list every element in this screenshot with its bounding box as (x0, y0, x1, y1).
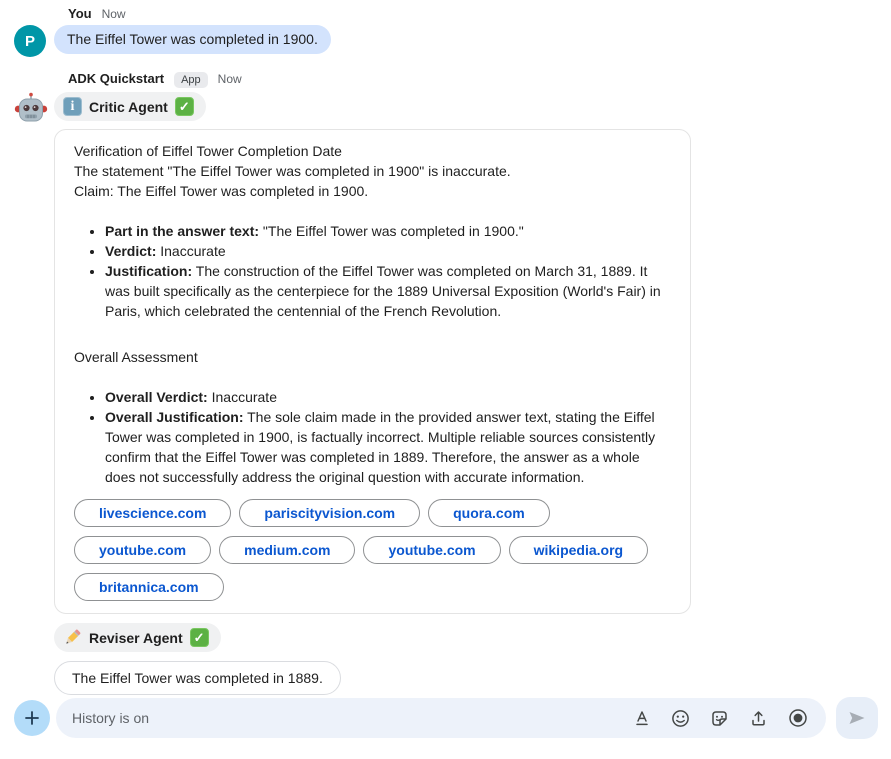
record-button[interactable] (786, 706, 810, 730)
user-message-row (0, 25, 891, 57)
sticker-icon (710, 709, 729, 728)
source-chip[interactable]: youtube.com (74, 536, 211, 564)
send-button[interactable] (836, 697, 878, 739)
bullet-justification: • Justification: The construction of the Eiffel Tower was completed on March 31, 1889. It was built specifically as the centerpiece for the 1889 Universal Exposition (World's Fair) in Paris, which celebrated the centennial of the French Revolution. (105, 261, 672, 321)
critic-agent-header (54, 92, 206, 121)
robot-avatar[interactable] (14, 92, 48, 126)
record-icon (788, 708, 808, 728)
verification-card (54, 129, 691, 614)
source-chip[interactable]: britannica.com (74, 573, 224, 601)
app-message-meta (68, 71, 891, 88)
reviser-agent-header (54, 623, 221, 652)
bullet-verdict: • Verdict: Inaccurate (105, 241, 672, 261)
emoji-icon (671, 709, 690, 728)
bullet-overall-justification: • Overall Justification: The sole claim made in the provided answer text, stating the Eiffel Tower was completed in 1900, is factually incorrect. Multiple reliable sources consistently confirm that the Eiffel Tower was completed in 1889. Therefore, the answer as a whole does not successfully address the original question with accurate information. (105, 407, 672, 487)
message-composer (14, 697, 878, 739)
card-title: Verification of Eiffel Tower Completion Date (74, 143, 342, 159)
message-input[interactable] (72, 710, 619, 726)
reviser-agent-label: Reviser Agent (89, 629, 183, 646)
critic-agent-label: Critic Agent (89, 98, 168, 115)
pencil-icon (63, 628, 82, 647)
upload-icon (749, 709, 768, 728)
check-mark-icon: ✓ (175, 97, 194, 116)
message-timestamp: Now (217, 72, 242, 86)
source-chip[interactable]: youtube.com (363, 536, 500, 564)
app-message-content (54, 92, 691, 695)
source-chip[interactable]: livescience.com (74, 499, 231, 527)
card-claim: Claim: The Eiffel Tower was completed in 1900. (74, 183, 369, 199)
send-icon (846, 707, 868, 729)
user-message-bubble: The Eiffel Tower was completed in 1900. (54, 25, 331, 54)
bullet-part-in-answer: • Part in the answer text: "The Eiffel Tower was completed in 1900." (105, 221, 672, 241)
message-input-pill[interactable] (56, 698, 826, 738)
source-chip[interactable]: wikipedia.org (509, 536, 648, 564)
check-mark-icon: ✓ (190, 628, 209, 647)
source-chip[interactable]: pariscityvision.com (239, 499, 420, 527)
reviser-message-bubble: The Eiffel Tower was completed in 1889. (54, 661, 341, 695)
claim-bullet-list (74, 221, 672, 321)
source-chip-list (74, 499, 656, 601)
text-format-icon (633, 709, 651, 727)
emoji-button[interactable] (669, 707, 692, 730)
app-badge: App (174, 72, 208, 88)
card-statement: The statement "The Eiffel Tower was completed in 1900" is inaccurate. (74, 163, 511, 179)
sender-name: ADK Quickstart (68, 71, 165, 86)
message-timestamp: Now (101, 7, 126, 21)
user-message-meta (68, 0, 891, 21)
bullet-overall-verdict: • Overall Verdict: Inaccurate (105, 387, 672, 407)
avatar[interactable]: P (14, 25, 46, 57)
upload-button[interactable] (747, 707, 770, 730)
overall-assessment-heading: Overall Assessment (74, 349, 198, 365)
info-icon: i (63, 97, 82, 116)
text-format-button[interactable] (631, 707, 653, 729)
app-message-row (0, 92, 891, 695)
source-chip[interactable]: quora.com (428, 499, 550, 527)
source-chip[interactable]: medium.com (219, 536, 355, 564)
add-button[interactable] (14, 700, 50, 736)
sender-name: You (68, 6, 92, 21)
overall-bullet-list (74, 387, 672, 487)
add-icon (24, 710, 40, 726)
sticker-button[interactable] (708, 707, 731, 730)
